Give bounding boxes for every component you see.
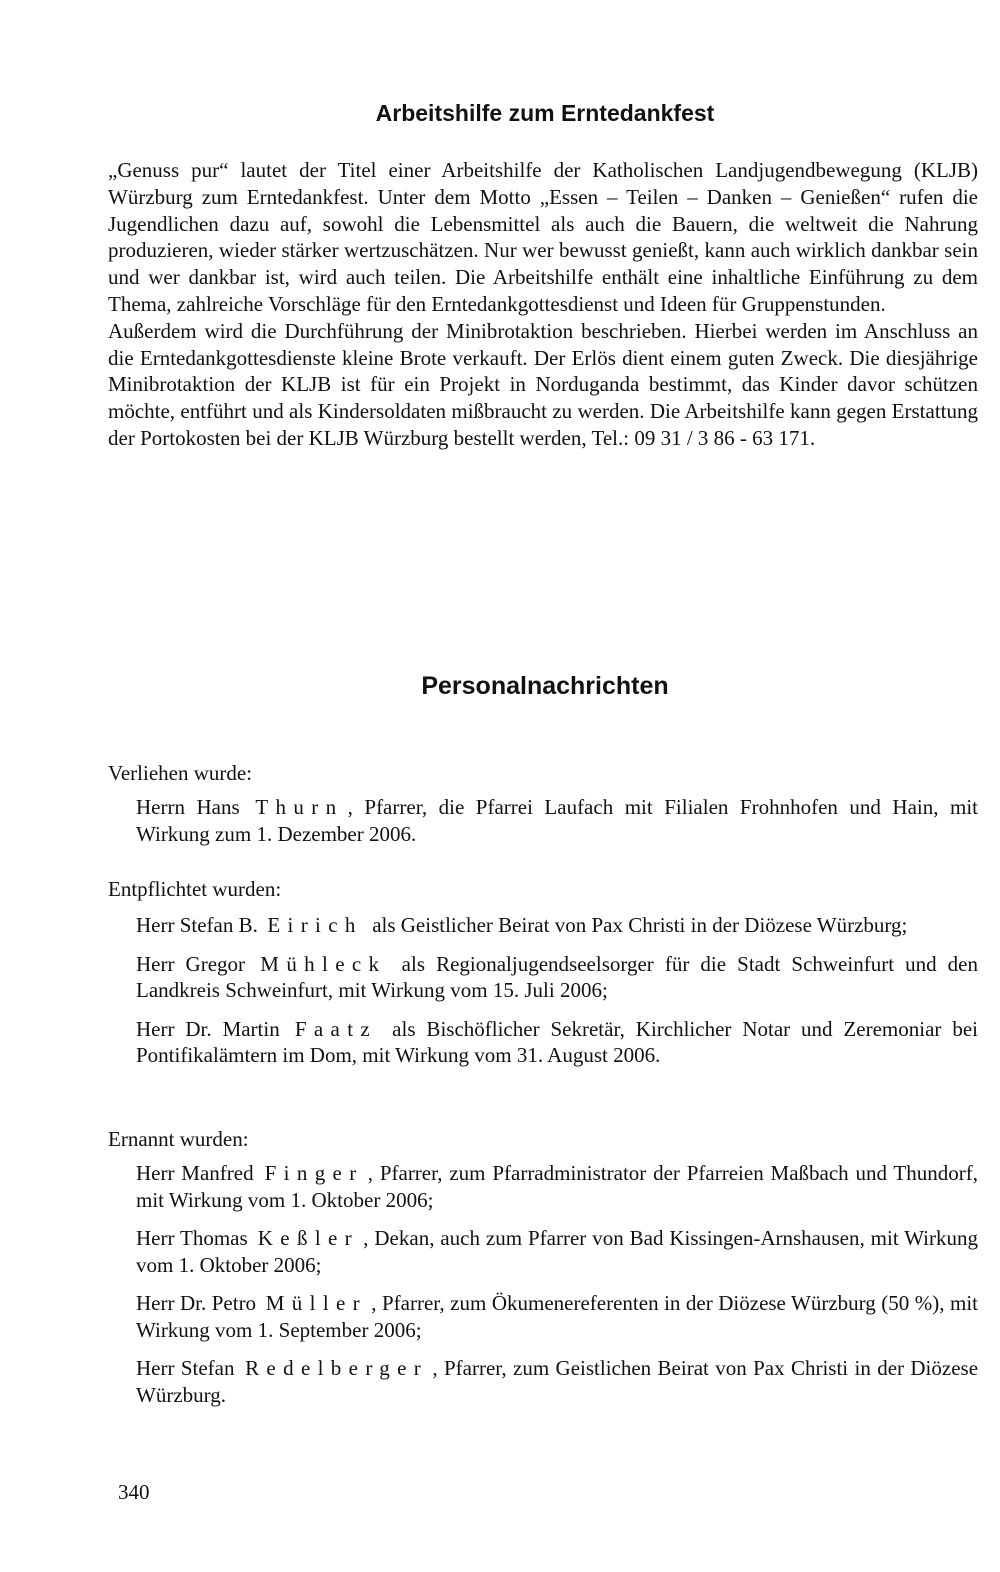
entry-surname: Eirich <box>267 913 363 937</box>
entry-surname: Thurn <box>255 795 344 819</box>
entry-text: als Bischöflicher Sekretär, Kirchlicher Notar und Zeremoniar bei Pontifikalämtern im Dom, mit Wirkung vom 31. August 2006. <box>136 1016 978 1067</box>
entry-text: , Pfarrer, zum Geistlichen Beirat von Pax Christi in der Diözese Würzburg. <box>136 1356 979 1407</box>
entry-prefix: Herr Dr. Petro <box>136 1291 257 1315</box>
entry-text: , Pfarrer, die Pfarrei Laufach mit Filialen Frohnhofen und Hain, mit Wirkung zum 1. Dezember 2006. <box>136 795 979 846</box>
entry-text: als Regionaljugendseelsorger für die Stadt Schweinfurt und den Landkreis Schweinfurt, mit Wirkung vom 15. Juli 2006; <box>136 951 979 1002</box>
entry-text: , Pfarrer, zum Ökumenereferenten in der Diözese Würzburg (50 %), mit Wirkung vom 1. September 2006; <box>136 1291 978 1342</box>
entry-surname: Mühleck <box>260 951 387 976</box>
entry-surname: Keßler <box>257 1226 360 1250</box>
entry-entpflichtet <box>136 951 978 1004</box>
entry-ernannt <box>136 1355 978 1408</box>
entry-entpflichtet <box>136 1016 978 1069</box>
entry-prefix: Herr Stefan B. <box>136 913 258 937</box>
label-ernannt: Ernannt wurden: <box>108 1127 249 1151</box>
section-title-personalnachrichten: Personalnachrichten <box>421 672 669 700</box>
entry-ernannt <box>136 1290 978 1343</box>
entry-prefix: Herr Thomas <box>136 1226 248 1250</box>
entry-prefix: Herrn Hans <box>136 795 240 819</box>
entry-prefix: Herr Dr. Martin <box>136 1016 280 1041</box>
article-body <box>108 157 978 452</box>
entry-surname: Redelberger <box>245 1356 429 1380</box>
list-ernannt <box>136 1160 978 1420</box>
entry-ernannt <box>136 1225 978 1278</box>
entry-prefix: Herr Stefan <box>136 1356 235 1380</box>
entry-prefix: Herr Manfred <box>136 1161 254 1185</box>
entry-surname: Faatz <box>294 1016 378 1041</box>
article-paragraph-1: „Genuss pur“ lautet der Titel einer Arbeitshilfe der Katholischen Landjugendbewegung (KLJB) Würzburg zum Erntedankfest. Unter dem Motto „Essen – Teilen – Danken – Genießen“ rufen die Jugendlichen dazu auf, sowohl die Lebensmittel als auch die Bauern, die weltweit die Nahrung produzieren, wieder stärker wertzuschätzen. Nur wer bewusst genießt, kann auch wirklich dankbar sein und wer dankbar ist, wird auch teilen. Die Arbeitshilfe enthält eine inhaltliche Einführung zu dem Thema, zahlreiche Vorschläge für den Erntedankgottesdienst und Ideen für Gruppenstunden. <box>108 158 978 316</box>
entry-ernannt <box>136 1160 978 1213</box>
article-title: Arbeitshilfe zum Erntedankfest <box>375 100 715 126</box>
label-entpflichtet: Entpflichtet wurden: <box>108 877 282 901</box>
entry-surname: Müller <box>265 1291 368 1315</box>
entry-text: als Geistlicher Beirat von Pax Christi in der Diözese Würzburg; <box>366 913 908 937</box>
entry-surname: Finger <box>264 1161 364 1185</box>
entry-text: , Dekan, auch zum Pfarrer von Bad Kissingen-Arnshausen, mit Wirkung vom 1. Oktober 2006; <box>136 1226 979 1277</box>
entry-prefix: Herr Gregor <box>136 951 246 976</box>
list-entpflichtet <box>136 912 978 1081</box>
entry-text: , Pfarrer, zum Pfarradministrator der Pfarreien Maßbach und Thundorf, mit Wirkung vom 1. Oktober 2006; <box>136 1161 978 1212</box>
article-paragraph-2: Außerdem wird die Durchführung der Minibrotaktion beschrieben. Hierbei werden im Anschluss an die Erntedankgottesdienste kleine Brote verkauft. Der Erlös dient einem guten Zweck. Die diesjährige Minibrotaktion der KLJB ist für ein Projekt in Norduganda bestimmt, das Kinder davor schützen möchte, entführt und als Kindersoldaten mißbraucht zu werden. Die Arbeitshilfe kann gegen Erstattung der Portokosten bei der KLJB Würzburg bestellt werden, Tel.: 09 31 / 3 86 - 63 171. <box>108 318 978 450</box>
page-number: 340 <box>118 1480 150 1504</box>
entry-entpflichtet <box>136 912 978 939</box>
list-verliehen <box>136 794 978 859</box>
entry-verliehen <box>136 794 978 847</box>
label-verliehen: Verliehen wurde: <box>108 761 253 785</box>
